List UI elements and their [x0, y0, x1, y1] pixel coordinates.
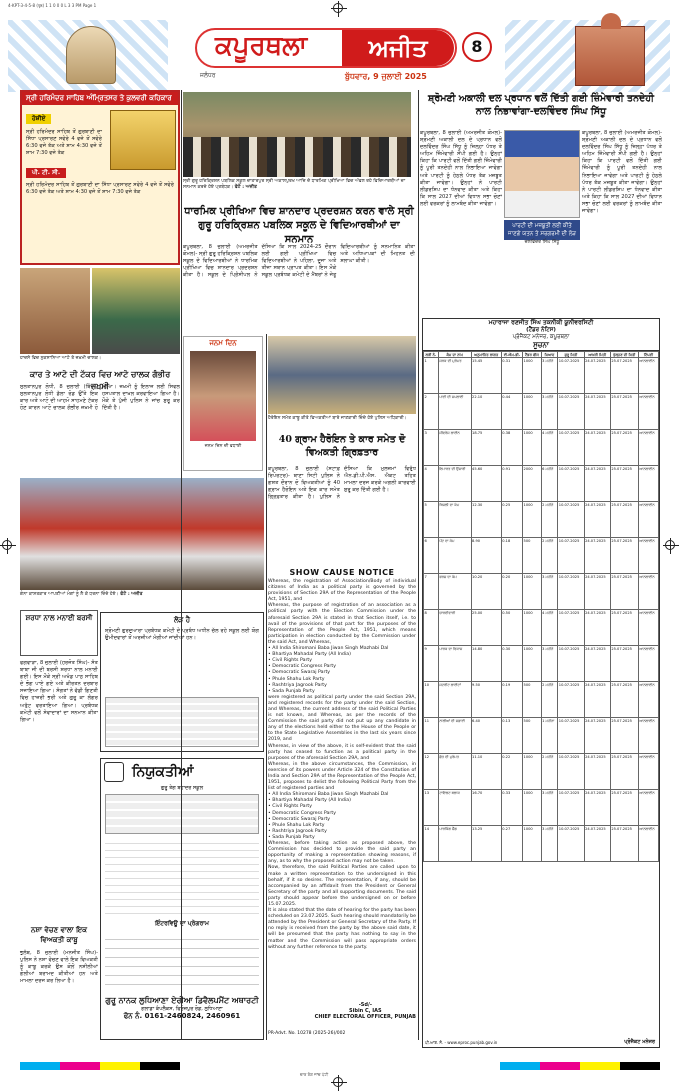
list-item: • Sada Punjab Party — [268, 688, 315, 694]
show-cause-ref: PR-Advt. No. 10278 (2025-26)/002 — [268, 1031, 346, 1036]
table-cell: 1 — [424, 358, 439, 394]
list-item: • Bhartiya Mahadal Party (All India) — [268, 798, 351, 804]
table-cell: 14 — [424, 826, 439, 862]
masthead-banner — [195, 28, 457, 68]
telecast-box-body: ਸ੍ਰੀ ਹਰਿਮੰਦਰ ਸਾਹਿਬ ਤੋਂ ਗੁਰਬਾਣੀ ਦਾ ਸਿੱਧਾ ਪ੍ਰਸਾਰਣ ਸਵੇਰੇ 4 ਵਜੇ ਤੋਂ ਸਵੇਰੇ 6:30 ਵਜੇ ਤੱਕ ਅਤੇ ਸ਼ਾਮ 4:30 ਵਜੇ ਤੋਂ ਸ਼ਾਮ 7:30 ਵਜੇ ਤੱਕ — [26, 129, 102, 157]
table-row — [424, 358, 659, 394]
story2-headline: ਕਾਰ ਤੇ ਆਟੋ ਦੀ ਟੱਕਰ ਵਿਚ ਆਟੋ ਚਾਲਕ ਗੰਭੀਰ ਜ਼ਖ਼ਮੀ — [29, 369, 171, 391]
tender-col-header: ਆਖ਼ਰੀ ਮਿਤੀ — [584, 352, 610, 358]
show-cause-body — [268, 579, 416, 951]
print-info-strip: 4-KPT-3-4-5-8 (पृष्ठ) 1 1 0 0 0 L 3 3 PM Page 1 — [8, 3, 97, 8]
small-ad-table — [105, 697, 259, 747]
table-cell: ਆਨਲਾਈਨ — [638, 826, 658, 862]
table-row — [424, 430, 659, 466]
table-cell: 0.31 — [501, 358, 522, 394]
table-cell: 0.20 — [501, 574, 522, 610]
page-number: 8 — [462, 32, 492, 62]
table-cell: 2 ਮਹੀਨੇ — [541, 754, 558, 790]
table-cell: 7 — [424, 574, 439, 610]
table-cell: 10.07.2025 — [558, 502, 584, 538]
masthead — [0, 12, 677, 90]
table-cell: 1000 — [523, 394, 542, 430]
table-cell: 10.07.2025 — [558, 790, 584, 826]
table-cell: 11 — [424, 718, 439, 754]
table-cell: 25.07.2025 — [610, 574, 638, 610]
table-cell: ਪੇਂਟ ਦਾ ਕੰਮ — [438, 538, 471, 574]
table-cell: 24.07.2025 — [584, 466, 610, 502]
table-cell: ਛੱਤ ਦੀ ਮੁਰੰਮਤ — [438, 754, 471, 790]
table-cell: 0.30 — [501, 646, 522, 682]
list-item: • Civil Rights Party — [268, 804, 313, 810]
tender-footer: ਪ੍ਰੋਜੈਕਟ ਮਨੇਜਰ — [624, 1039, 655, 1045]
table-cell: ਸਟਰੀਟ ਲਾਈਟਾਂ — [438, 682, 471, 718]
table-row — [424, 718, 659, 754]
lead-center — [504, 130, 580, 312]
story1-headline: ਧਾਰਮਿਕ ਪ੍ਰੀਖਿਆ ਵਿਚ ਸ਼ਾਨਦਾਰ ਪ੍ਰਦਰਸ਼ਨ ਕਰਨ ਵਾਲੇ ਸ੍ਰੀ ਗੁਰੂ ਹਰਿਕ੍ਰਿਸ਼ਨ ਪਬਲਿਕ ਸਕੂਲ ਦੇ ਵਿਦਿਆਰਥੀਆਂ ਦਾ ਸਨਮਾਨ — [184, 206, 414, 245]
tender-col-header: ਮਿਆਦ — [541, 352, 558, 358]
table-cell: 0.50 — [501, 610, 522, 646]
show-cause-para6: Whereas, before taking action as proposed above, the Commission has decided to provide the said party an opportunity of making a representation showing reasons, if any, as to why the proposed action may not be taken. — [268, 841, 416, 865]
table-cell: ਆਨਲਾਈਨ — [638, 538, 658, 574]
table-cell: 24.07.2025 — [584, 538, 610, 574]
show-cause-para2: Whereas, the purpose of registration of an association as a political party with the Election Commission under the aforesaid Section 29A is stated in that Section itself, i.e. to avail of the provisions of that part for the purposes of the Representation of the People Act, 1951, which means participation in election conducted by the Commission under the said Act, and Whereas, — [268, 603, 416, 645]
table-cell: 1000 — [523, 502, 542, 538]
table-cell: 24.07.2025 — [584, 646, 610, 682]
table-cell: ਪਾਣੀ ਦੀ ਸਪਲਾਈ — [438, 394, 471, 430]
birthday-box — [183, 336, 263, 471]
table-row — [424, 646, 659, 682]
tender-col-header: ਲੜੀ ਨੰ. — [424, 352, 439, 358]
table-cell: 25.07.2025 — [610, 358, 638, 394]
job-ad-phone: ਫੋਨ ਨੰ. 0161-2460824, 2460961 — [123, 1012, 241, 1020]
masthead-sub: ਜਲੰਧਰ — [200, 72, 216, 79]
tender-col-header: ਸ਼ੁਰੂ ਮਿਤੀ — [558, 352, 584, 358]
lead-photo-caption: ਦਲਵਿੰਦਰ ਸਿੰਘ ਸਿੱਧੂ — [524, 240, 560, 245]
table-cell: 10.07.2025 — [558, 754, 584, 790]
table-cell: 1000 — [523, 430, 542, 466]
small-ad-body: ਸ਼੍ਰੋਮਣੀ ਗੁਰਦੁਆਰਾ ਪ੍ਰਬੰਧਕ ਕਮੇਟੀ ਦੇ ਪ੍ਰਬੰਧ ਅਧੀਨ ਚੱਲ ਰਹੇ ਸਕੂਲ ਲਈ ਯੋਗ ਉਮੀਦਵਾਰਾਂ ਤੋਂ ਅਰਜ਼ੀਆਂ ਮੰਗੀਆਂ ਜਾਂਦੀਆਂ ਹਨ। — [105, 628, 259, 642]
table-cell: 9.50 — [471, 682, 501, 718]
table-cell: 0.44 — [501, 394, 522, 430]
table-cell: 1000 — [523, 646, 542, 682]
show-cause-officer-title: CHIEF ELECTORAL OFFICER, PUNJAB — [314, 1014, 416, 1020]
auto-rickshaw-photo — [92, 268, 180, 354]
list-item: • Rashtriya Jagrook Party — [268, 682, 327, 688]
telecast-box-body-2: ਸ੍ਰੀ ਹਰਿਮੰਦਰ ਸਾਹਿਬ ਤੋਂ ਗੁਰਬਾਣੀ ਦਾ ਸਿੱਧਾ ਪ੍ਰਸਾਰਣ ਸਵੇਰੇ 4 ਵਜੇ ਤੋਂ ਸਵੇਰੇ 6:30 ਵਜੇ ਤੱਕ ਅਤੇ ਸ਼ਾਮ 4:30 ਵਜੇ ਤੋਂ ਸ਼ਾਮ 7:30 ਵਜੇ ਤੱਕ — [26, 182, 174, 196]
table-cell: 0.27 — [501, 826, 522, 862]
table-cell: 0.38 — [501, 430, 522, 466]
table-cell: 24.07.2025 — [584, 826, 610, 862]
table-row — [424, 538, 659, 574]
show-cause-signature — [315, 1002, 416, 1020]
masthead-right-graphic — [505, 20, 670, 92]
table-cell: 11.10 — [471, 754, 501, 790]
table-cell: 24.07.2025 — [584, 358, 610, 394]
table-row — [424, 394, 659, 430]
job-ad-details — [105, 837, 259, 917]
protest-photo-credit: ਫੋਟੋ : ਅਜੀਤ — [120, 592, 143, 597]
table-cell: 0.22 — [501, 754, 522, 790]
students-photo-caption: ਸ੍ਰੀ ਗੁਰੂ ਹਰਿਕ੍ਰਿਸ਼ਨ ਪਬਲਿਕ ਸਕੂਲ ਦਾਤਾਰਪੁਰ ਸ੍ਰੀ ਅਕਾਲਪੁਰਖ ਆਦਿ ਦੇ ਧਾਰਮਿਕ ਪ੍ਰੀਖਿਆ ਵਿਚ ਅੱਵਲ ਰਹੇ ਵਿਦਿਆਰਥੀਆਂ ਦਾ ਸਨਮਾਨ ਕਰਦੇ ਹੋਏ ਪ੍ਰਬੰਧਕ। ਫੋਟੋ : ਅਜੀਤ — [183, 179, 406, 190]
golden-temple-photo — [110, 110, 176, 170]
table-cell: 25.07.2025 — [610, 718, 638, 754]
building-illustration — [575, 26, 645, 86]
table-row — [424, 574, 659, 610]
table-row — [424, 790, 659, 826]
table-cell: 25.07.2025 — [610, 430, 638, 466]
table-cell: ਆਨਲਾਈਨ — [638, 430, 658, 466]
masthead-date: ਬੁੱਧਵਾਰ, 9 ਜੁਲਾਈ 2025 — [345, 72, 427, 81]
tender-col-header: ਖੁੱਲ੍ਹਣ ਦੀ ਮਿਤੀ — [610, 352, 638, 358]
table-cell: 0.18 — [501, 538, 522, 574]
masthead-left-graphic — [8, 20, 168, 92]
table-cell: 2 ਮਹੀਨੇ — [541, 538, 558, 574]
students-photo-credit: ਫੋਟੋ : ਅਜੀਤ — [234, 185, 257, 190]
small-story-head-box — [20, 610, 98, 656]
small-story-headline: ਸ਼ਰਧਾ ਨਾਲ ਮਨਾਈ ਬਰਸੀ — [25, 613, 93, 622]
job-ad-address: ਗਲਾਡਾ ਕੰਪਲੈਕਸ, ਫਿਰੋਜ਼ਪੁਰ ਰੋਡ, ਲੁਧਿਆਣਾ — [141, 1006, 223, 1012]
telecast-box-title: ਸ੍ਰੀ ਹਰਿਮੰਦਰ ਸਾਹਿਬ ਅੰਮ੍ਰਿਤਸਰ ਤੇ ਕੁਲਵਰੀ ਕਹਿਕਾਰ — [22, 92, 178, 105]
table-cell: 4 ਮਹੀਨੇ — [541, 610, 558, 646]
table-cell: 10.07.2025 — [558, 574, 584, 610]
table-cell: ਆਨਲਾਈਨ — [638, 358, 658, 394]
table-cell: 10.07.2025 — [558, 430, 584, 466]
story3-headline: 40 ਗ੍ਰਾਮ ਹੈਰੋਇਨ ਤੇ ਕਾਰ ਸਮੇਤ ਦੋ ਵਿਅਕਤੀ ਗ੍ਰਿਫ਼ਤਾਰ — [278, 434, 406, 458]
job-ad-footer: ਗੁਰੂ ਨਾਨਕ ਲੁਧਿਆਣਾ ਏਰੀਆ ਡਿਵੈਲਪਮੈਂਟ ਅਥਾਰਟੀ — [105, 995, 259, 1005]
telecast-timing-box — [20, 90, 180, 265]
show-cause-para5: Whereas, in the above circumstances, the Commission, in exercise of its powers under Article 324 of the Constitution of India and Section 29A of the Representation of the People Act, 1951, proposes to delist the following Political Party from the list of registered parties and — [268, 761, 416, 792]
police-photo-caption: ਹੈਰੋਇਨ ਸਮੇਤ ਕਾਬੂ ਕੀਤੇ ਵਿਅਕਤੀਆਂ ਬਾਰੇ ਜਾਣਕਾਰੀ ਦਿੰਦੇ ਹੋਏ ਪੁਲਿਸ ਅਧਿਕਾਰੀ। — [268, 416, 407, 421]
list-item: • Democratic Congress Party — [268, 664, 336, 670]
table-cell: 25.07.2025 — [610, 754, 638, 790]
job-vacancy-table — [105, 794, 259, 834]
table-cell: 4 ਮਹੀਨੇ — [541, 430, 558, 466]
table-cell: 24.07.2025 — [584, 394, 610, 430]
table-cell: ਆਨਲਾਈਨ — [638, 682, 658, 718]
tender-col-header: ਕੰਮ ਦਾ ਨਾਮ — [438, 352, 471, 358]
show-cause-para4: Whereas, in view of the above, it is self-evident that the said party has ceased to function as a political party in the purposes of the aforesaid Section 29A, and — [268, 743, 416, 761]
tender-col-header: ਟੈਂਡਰ ਫੀਸ — [523, 352, 542, 358]
table-cell: 25.00 — [471, 610, 501, 646]
table-cell: 1000 — [523, 358, 542, 394]
small-story2-headline: ਨਸ਼ਾ ਵੇਚਣ ਵਾਲਾ ਇਕ ਵਿਅਕਤੀ ਕਾਬੂ — [31, 925, 87, 944]
list-item: • Phule Shahu Lok Party — [268, 676, 325, 682]
table-cell: ਆਨਲਾਈਨ — [638, 790, 658, 826]
column-rule — [266, 334, 267, 1040]
table-cell: 12 — [424, 754, 439, 790]
table-row — [424, 610, 659, 646]
table-cell: 24.07.2025 — [584, 682, 610, 718]
masthead-title-left: ਕਪੂਰਥਲਾ — [215, 31, 308, 61]
table-cell: 22.10 — [471, 394, 501, 430]
table-cell: 1 ਮਹੀਨਾ — [541, 718, 558, 754]
table-cell: 25.07.2025 — [610, 610, 638, 646]
table-cell: 6 ਮਹੀਨੇ — [541, 466, 558, 502]
birthday-caption: ਜਨਮ ਦਿਨ ਦੀ ਵਧਾਈ — [204, 444, 242, 449]
table-cell: 24.07.2025 — [584, 790, 610, 826]
table-cell: ਆਨਲਾਈਨ — [638, 646, 658, 682]
small-ad — [100, 612, 264, 752]
list-item: • Democratic Congress Party — [268, 810, 336, 816]
table-cell: 0.25 — [501, 502, 522, 538]
police-photo — [268, 336, 416, 414]
table-cell: 13.25 — [471, 826, 501, 862]
registration-mark-bottom — [333, 1077, 343, 1087]
org-logo — [104, 762, 124, 782]
accident-caption: ਹਾਦਸੇ ਵਿਚ ਨੁਕਸਾਨਿਆ ਆਟੋ ਤੇ ਜ਼ਖ਼ਮੀ ਚਾਲਕ। — [20, 356, 102, 361]
table-cell: 1000 — [523, 754, 542, 790]
table-cell: 14.80 — [471, 646, 501, 682]
table-cell: ਆਨਲਾਈਨ — [638, 718, 658, 754]
registration-mark-right — [665, 540, 675, 550]
job-ad — [100, 758, 264, 1040]
table-cell: ਆਨਲਾਈਨ — [638, 394, 658, 430]
show-cause-officer: Sibin C, IAS — [349, 1008, 382, 1014]
list-item: • Democratic Swaraj Party — [268, 670, 331, 676]
tender-col-header: ਟਿੱਪਣੀ — [638, 352, 658, 358]
table-cell: 3 ਮਹੀਨੇ — [541, 790, 558, 826]
table-row — [424, 826, 659, 862]
table-cell: 5 — [424, 502, 439, 538]
table-cell: 10.07.2025 — [558, 610, 584, 646]
table-cell: 0.33 — [501, 790, 522, 826]
table-row — [424, 502, 659, 538]
table-cell: 6.40 — [471, 718, 501, 754]
bottom-strip-label: ਚਾਰ ਰੰਗ ਜਾਂਚ ਪੱਟੀ — [300, 1072, 329, 1077]
table-cell: 3 ਮਹੀਨੇ — [541, 394, 558, 430]
tender-col-header: ਈ.ਐਮ.ਡੀ. — [501, 352, 522, 358]
masthead-title-right: ਅਜੀਤ — [342, 30, 454, 66]
column-rule — [418, 90, 419, 1040]
table-cell: 2000 — [523, 466, 542, 502]
table-cell: 1000 — [523, 790, 542, 826]
show-cause-para8: It is also stated that the date of hearing for the party has been scheduled on 23.07.2025. Such hearing should mandatorily be attended by the President or General Secretary of the Party. If no reply is received from the party by the above said date, it will be presumed that the party has nothing to say in the matter and the Commission will pass appropriate orders without any further reference to the party. — [268, 908, 416, 950]
table-cell: 8.90 — [471, 538, 501, 574]
table-cell: ਆਨਲਾਈਨ — [638, 610, 658, 646]
tender-title1: ਮਹਾਰਾਜਾ ਰਣਜੀਤ ਸਿੰਘ ਤਕਨੀਕੀ ਯੂਨੀਵਰਸਿਟੀ — [488, 319, 594, 326]
table-cell: 10.07.2025 — [558, 682, 584, 718]
lead-body-col1: ਕਪੂਰਥਲਾ, 8 ਜੁਲਾਈ (ਅਮਰਜੀਤ ਕੋਮਲ)- ਸ਼੍ਰੋਮਣੀ ਅਕਾਲੀ ਦਲ ਦੇ ਪ੍ਰਧਾਨ ਵਲੋਂ ਦਲਵਿੰਦਰ ਸਿੰਘ ਸਿੱਧੂ ਨੂੰ ਜ਼ਿਲ੍ਹਾ ਪੱਧਰ ਤੇ ਅਹਿਮ ਜ਼ਿੰਮੇਵਾਰੀ ਸੌਂਪੀ ਗਈ ਹੈ। ਉਨ੍ਹਾਂ ਕਿਹਾ ਕਿ ਪਾਰਟੀ ਵਲੋਂ ਦਿੱਤੀ ਗਈ ਜ਼ਿੰਮੇਵਾਰੀ ਨੂੰ ਪੂਰੀ ਤਨਦੇਹੀ ਨਾਲ ਨਿਭਾਇਆ ਜਾਵੇਗਾ ਅਤੇ ਪਾਰਟੀ ਨੂੰ ਹੇਠਲੇ ਪੱਧਰ ਤੱਕ ਮਜ਼ਬੂਤ ਕੀਤਾ ਜਾਵੇਗਾ। ਉਨ੍ਹਾਂ ਨੇ ਪਾਰਟੀ ਲੀਡਰਸ਼ਿਪ ਦਾ ਧੰਨਵਾਦ ਕੀਤਾ ਅਤੇ ਕਿਹਾ ਕਿ ਸਾਲ 2027 ਦੀਆਂ ਵਿਧਾਨ ਸਭਾ ਚੋਣਾਂ ਲਈ ਵਰਕਰਾਂ ਨੂੰ ਲਾਮਬੰਦ ਕੀਤਾ ਜਾਵੇਗਾ। — [420, 130, 502, 207]
telecast-box-tag1: ਹੋਸ਼ੀਏ — [26, 114, 51, 124]
protest-caption: ਗੰਨਾ ਕਾਸ਼ਤਕਾਰ ਆਪਣੀਆਂ ਮੰਗਾਂ ਨੂੰ ਲੈ ਕੇ ਧਰਨਾ ਦਿੰਦੇ ਹੋਏ। ਫੋਟੋ : ਅਜੀਤ — [20, 592, 143, 597]
tender-footer-ref: ਪੀ.ਆਰ. ਨੰ. - www.eproc.punjab.gov.in — [425, 1040, 498, 1045]
birthday-photo — [190, 351, 256, 441]
table-cell: 18.75 — [471, 430, 501, 466]
table-cell: ਟਾਇਲਟ ਬਲਾਕ — [438, 790, 471, 826]
color-test-strip — [20, 1062, 660, 1070]
table-cell: 10.07.2025 — [558, 538, 584, 574]
list-item: • Democratic Swaraj Party — [268, 816, 331, 822]
table-cell: 9 — [424, 646, 439, 682]
story1-body: ਕਪੂਰਥਲਾ, 8 ਜੁਲਾਈ (ਅਮਰਜੀਤ ਕੋਮਲ)- ਸ੍ਰੀ ਗੁਰੂ ਹਰਿਕ੍ਰਿਸ਼ਨ ਪਬਲਿਕ ਸਕੂਲ ਦੇ ਵਿਦਿਆਰਥੀਆਂ ਨੇ ਧਾਰਮਿਕ ਪ੍ਰੀਖਿਆ ਵਿਚ ਸ਼ਾਨਦਾਰ ਪ੍ਰਦਰਸ਼ਨ ਕੀਤਾ ਹੈ। ਸਕੂਲ ਦੇ ਪ੍ਰਿੰਸੀਪਲ ਨੇ ਦੱਸਿਆ ਕਿ ਸਾਲ 2024-25 ਦੌਰਾਨ ਲਈ ਗਈ ਪ੍ਰੀਖਿਆ ਵਿਚ ਵਿਦਿਆਰਥੀਆਂ ਨੇ ਪਹਿਲਾ, ਦੂਜਾ ਅਤੇ ਤੀਜਾ ਸਥਾਨ ਪ੍ਰਾਪਤ ਕੀਤਾ। ਇਸ ਮੌਕੇ ਸਕੂਲ ਪ੍ਰਬੰਧਕ ਕਮੇਟੀ ਦੇ ਮੈਂਬਰਾਂ ਨੇ ਜੇਤੂ ਵਿਦਿਆਰਥੀਆਂ ਨੂੰ ਸਨਮਾਨਿਤ ਕੀਤਾ ਅਤੇ ਅਧਿਆਪਕਾਂ ਦੀ ਮਿਹਨਤ ਦੀ ਸ਼ਲਾਘਾ ਕੀਤੀ। — [183, 244, 415, 279]
show-cause-para7: Now, therefore, the said Political Parties are called upon to make a written representation to the undersigned in this behalf, if it so desires. The representation, if any, should be accompanied by an affidavit from the President or General Secretary of the party and all supporting documents. The said party should appear before the undersigned on or before 15.07.2025. — [268, 865, 416, 907]
students-group — [183, 137, 411, 177]
party-list-1 — [268, 646, 416, 695]
birthday-title: ਜਨਮ ਦਿਨ — [209, 339, 237, 347]
table-cell: 16.70 — [471, 790, 501, 826]
table-cell: 3 ਮਹੀਨੇ — [541, 646, 558, 682]
students-honour-photo — [183, 92, 411, 177]
table-cell: 12.30 — [471, 502, 501, 538]
tender-title3: ਪ੍ਰੋਜੈਕਟ ਮਨੇਜਰ, ਕਪੂਰਥਲਾ — [512, 334, 570, 340]
table-cell: ਆਨਲਾਈਨ — [638, 574, 658, 610]
table-cell: 10.07.2025 — [558, 394, 584, 430]
show-cause-para3: were registered as political party under the said Section 29A, and registered records for the party under the said Section, and Whereas, the current address of the said Political Parties is not known, and Whereas, as per the records of the Commission the said party did not put up any candidate in any of the elections held either to the House of the People or to the State Legislative Assemblies in the last six years since 2019, and — [268, 694, 416, 743]
lead-pull-quote: ਪਾਰਟੀ ਦੀ ਮਜ਼ਬੂਤੀ ਲਈ ਕੀਤੇ ਜਾਣਗੇ ਯਤਨ ਤੇ ਸਰਗਰਮੀ ਦੀ ਲੋੜ — [504, 220, 580, 240]
table-cell: 10.07.2025 — [558, 718, 584, 754]
table-cell: 25.07.2025 — [610, 502, 638, 538]
table-cell: 3 ਮਹੀਨੇ — [541, 574, 558, 610]
table-cell: 25.07.2025 — [610, 538, 638, 574]
table-cell: 500 — [523, 718, 542, 754]
job-ad-org: ਗੁਰੂ ਤੇਗ ਬਹਾਦਰ ਸਕੂਲ — [160, 785, 204, 791]
table-cell: ਸੀਵਰੇਜ ਲਾਈਨ — [438, 430, 471, 466]
table-cell: 500 — [523, 682, 542, 718]
table-cell: 45.60 — [471, 466, 501, 502]
table-cell: ਪਾਰਕਿੰਗ ਸ਼ੈੱਡ — [438, 826, 471, 862]
protest-photo — [20, 478, 264, 590]
table-cell: 1000 — [523, 826, 542, 862]
table-cell: 3 ਮਹੀਨੇ — [541, 826, 558, 862]
party-list-2 — [268, 792, 416, 841]
gurdwara-illustration — [66, 26, 116, 84]
table-cell: 15.45 — [471, 358, 501, 394]
table-cell: 10.07.2025 — [558, 646, 584, 682]
table-cell: 10.07.2025 — [558, 826, 584, 862]
registration-mark-left — [2, 540, 12, 550]
table-cell: 2 — [424, 394, 439, 430]
telecast-box-tag2: ਪੀ. ਟੀ. ਸੀ. — [26, 168, 66, 178]
story3-body: ਕਪੂਰਥਲਾ, 8 ਜੁਲਾਈ (ਸਟਾਫ਼ ਰਿਪੋਰਟਰ)- ਥਾਣਾ ਸਿਟੀ ਪੁਲਿਸ ਨੇ ਗਸ਼ਤ ਦੌਰਾਨ ਦੋ ਵਿਅਕਤੀਆਂ ਨੂੰ 40 ਗ੍ਰਾਮ ਹੈਰੋਇਨ ਅਤੇ ਇਕ ਕਾਰ ਸਮੇਤ ਗ੍ਰਿਫ਼ਤਾਰ ਕੀਤਾ ਹੈ। ਪੁਲਿਸ ਨੇ ਦੱਸਿਆ ਕਿ ਮੁਲਜ਼ਮਾਂ ਵਿਰੁੱਧ ਐਨ.ਡੀ.ਪੀ.ਐਸ. ਐਕਟ ਤਹਿਤ ਮਾਮਲਾ ਦਰਜ ਕਰਕੇ ਅਗਲੀ ਕਾਰਵਾਈ ਸ਼ੁਰੂ ਕਰ ਦਿੱਤੀ ਗਈ ਹੈ। — [268, 466, 416, 501]
table-cell: ਆਨਲਾਈਨ — [638, 754, 658, 790]
list-item: • Civil Rights Party — [268, 658, 313, 664]
table-cell: 3 ਮਹੀਨੇ — [541, 358, 558, 394]
list-item: • Sada Punjab Party — [268, 834, 315, 840]
list-item: • Rashtriya Jagrook Party — [268, 828, 327, 834]
table-cell: ਫਰਸ਼ ਦਾ ਕੰਮ — [438, 574, 471, 610]
show-cause-sign: -Sd/- — [358, 1002, 372, 1008]
table-cell: 0.19 — [501, 682, 522, 718]
accident-photo-1 — [20, 268, 90, 354]
table-row — [424, 754, 659, 790]
table-cell: 24.07.2025 — [584, 502, 610, 538]
tender-title4: ਸੂਚਨਾ — [423, 341, 659, 351]
table-cell: 1000 — [523, 574, 542, 610]
table-cell: 25.07.2025 — [610, 646, 638, 682]
lead-body-col2: ਕਪੂਰਥਲਾ, 8 ਜੁਲਾਈ (ਅਮਰਜੀਤ ਕੋਮਲ)- ਸ਼੍ਰੋਮਣੀ ਅਕਾਲੀ ਦਲ ਦੇ ਪ੍ਰਧਾਨ ਵਲੋਂ ਦਲਵਿੰਦਰ ਸਿੰਘ ਸਿੱਧੂ ਨੂੰ ਜ਼ਿਲ੍ਹਾ ਪੱਧਰ ਤੇ ਅਹਿਮ ਜ਼ਿੰਮੇਵਾਰੀ ਸੌਂਪੀ ਗਈ ਹੈ। ਉਨ੍ਹਾਂ ਕਿਹਾ ਕਿ ਪਾਰਟੀ ਵਲੋਂ ਦਿੱਤੀ ਗਈ ਜ਼ਿੰਮੇਵਾਰੀ ਨੂੰ ਪੂਰੀ ਤਨਦੇਹੀ ਨਾਲ ਨਿਭਾਇਆ ਜਾਵੇਗਾ ਅਤੇ ਪਾਰਟੀ ਨੂੰ ਹੇਠਲੇ ਪੱਧਰ ਤੱਕ ਮਜ਼ਬੂਤ ਕੀਤਾ ਜਾਵੇਗਾ। ਉਨ੍ਹਾਂ ਨੇ ਪਾਰਟੀ ਲੀਡਰਸ਼ਿਪ ਦਾ ਧੰਨਵਾਦ ਕੀਤਾ ਅਤੇ ਕਿਹਾ ਕਿ ਸਾਲ 2027 ਦੀਆਂ ਵਿਧਾਨ ਸਭਾ ਚੋਣਾਂ ਲਈ ਵਰਕਰਾਂ ਨੂੰ ਲਾਮਬੰਦ ਕੀਤਾ ਜਾਵੇਗਾ। — [582, 130, 662, 215]
job-ad-title: ਨਿਯੁਕਤੀਆਂ — [132, 764, 194, 780]
tender-notice — [422, 318, 660, 1048]
table-cell: 24.07.2025 — [584, 718, 610, 754]
list-item: • Phule Shahu Lok Party — [268, 822, 325, 828]
interview-schedule-title: ਇੰਟਰਵਿਊ ਦਾ ਪ੍ਰੋਗਰਾਮ — [155, 920, 209, 927]
table-cell: ਇਮਾਰਤ ਦੀ ਉਸਾਰੀ — [438, 466, 471, 502]
list-item: • All India Shiromani Baba Jiwan Singh Mazhabi Dal — [268, 646, 389, 652]
table-cell: 24.07.2025 — [584, 610, 610, 646]
table-cell: 10.20 — [471, 574, 501, 610]
table-cell: 8 — [424, 610, 439, 646]
table-cell: 0.91 — [501, 466, 522, 502]
table-cell: 2 ਮਹੀਨੇ — [541, 502, 558, 538]
table-cell: ਆਨਲਾਈਨ — [638, 502, 658, 538]
table-cell: 2 ਮਹੀਨੇ — [541, 682, 558, 718]
show-cause-notice — [268, 568, 416, 1038]
table-cell: 10.07.2025 — [558, 466, 584, 502]
small-story2-body: ਭੁਲੱਥ, 8 ਜੁਲਾਈ (ਮਨਜੀਤ ਸਿੰਘ)- ਪੁਲਿਸ ਨੇ ਨਸ਼ਾ ਵੇਚਣ ਵਾਲੇ ਇਕ ਵਿਅਕਤੀ ਨੂੰ ਕਾਬੂ ਕਰਕੇ ਉਸ ਕੋਲੋਂ ਨਸ਼ੀਲੀਆਂ ਗੋਲੀਆਂ ਬਰਾਮਦ ਕੀਤੀਆਂ ਹਨ ਅਤੇ ਮਾਮਲਾ ਦਰਜ ਕਰ ਲਿਆ ਹੈ। — [20, 950, 98, 985]
table-cell: 24.07.2025 — [584, 574, 610, 610]
small-story-body: ਫਗਵਾੜਾ, 8 ਜੁਲਾਈ (ਹਰਜੋਤ ਸਿੰਘ)- ਸੰਤ ਬਾਬਾ ਜੀ ਦੀ ਬਰਸੀ ਸ਼ਰਧਾ ਨਾਲ ਮਨਾਈ ਗਈ। ਇਸ ਮੌਕੇ ਸ੍ਰੀ ਅਖੰਡ ਪਾਠ ਸਾਹਿਬ ਦੇ ਭੋਗ ਪਾਏ ਗਏ ਅਤੇ ਕੀਰਤਨ ਦਰਬਾਰ ਸਜਾਇਆ ਗਿਆ। ਸੰਗਤਾਂ ਨੇ ਵੱਡੀ ਗਿਣਤੀ ਵਿਚ ਹਾਜ਼ਰੀ ਭਰੀ ਅਤੇ ਗੁਰੂ ਕਾ ਲੰਗਰ ਅਤੁੱਟ ਵਰਤਾਇਆ ਗਿਆ। ਪ੍ਰਬੰਧਕ ਕਮੇਟੀ ਵਲੋਂ ਸੇਵਾਦਾਰਾਂ ਦਾ ਸਨਮਾਨ ਕੀਤਾ ਗਿਆ। — [20, 660, 98, 723]
small-ad-title: ਲੋੜ ਹੈ — [173, 616, 191, 624]
lead-photo — [504, 130, 580, 218]
table-cell: 25.07.2025 — [610, 682, 638, 718]
table-cell: 25.07.2025 — [610, 826, 638, 862]
table-cell: 13 — [424, 790, 439, 826]
table-cell: 25.07.2025 — [610, 394, 638, 430]
tender-col-header: ਅਨੁਮਾਨਿਤ ਲਾਗਤ — [471, 352, 501, 358]
tender-table-body — [424, 358, 659, 862]
show-cause-title: SHOW CAUSE NOTICE — [289, 568, 395, 577]
table-cell: 24.07.2025 — [584, 430, 610, 466]
column-rule — [181, 90, 182, 1040]
table-cell: 500 — [523, 538, 542, 574]
table-cell: 25.07.2025 — [610, 466, 638, 502]
table-row — [424, 466, 659, 502]
list-item: • All India Shiromani Baba Jiwan Singh Mazhabi Dal — [268, 792, 389, 798]
table-row — [424, 682, 659, 718]
table-cell: 10.07.2025 — [558, 358, 584, 394]
table-cell: 6 — [424, 538, 439, 574]
table-cell: 24.07.2025 — [584, 754, 610, 790]
tender-table — [423, 351, 659, 862]
table-cell: 3 — [424, 430, 439, 466]
show-cause-para1: Whereas, the registration of Association/Body of individual citizens of India as a political party is governed by the provisions of Section 29A of the Representation of the People Act, 1951, and — [268, 579, 416, 603]
table-cell: 25.07.2025 — [610, 790, 638, 826]
table-cell: ਸੜਕ ਦੀ ਮੁਰੰਮਤ — [438, 358, 471, 394]
list-item: • Bhartiya Mahadal Party (All India) — [268, 652, 351, 658]
table-cell: ਬਿਜਲੀ ਦਾ ਕੰਮ — [438, 502, 471, 538]
table-cell: 10 — [424, 682, 439, 718]
table-cell: 4 — [424, 466, 439, 502]
table-cell: 1000 — [523, 610, 542, 646]
lead-headline: ਸ਼੍ਰੋਮਣੀ ਅਕਾਲੀ ਦਲ ਪ੍ਰਧਾਨ ਵਲੋਂ ਦਿੱਤੀ ਗਈ ਜ਼ਿੰਮੇਵਾਰੀ ਤਨਦੇਹੀ ਨਾਲ ਨਿਭਾਵਾਂਗਾ-ਦਲਵਿੰਦਰ ਸਿੰਘ ਸਿੱਧੂ — [428, 93, 654, 117]
table-cell: 0.13 — [501, 718, 522, 754]
table-cell: ਆਨਲਾਈਨ — [638, 466, 658, 502]
table-cell: ਨਾਲੀਆਂ ਦੀ ਸਫ਼ਾਈ — [438, 718, 471, 754]
story2-body: ਸੁਲਤਾਨਪੁਰ ਲੋਧੀ, 8 ਜੁਲਾਈ (ਥਿੰਦ)- ਸੁਲਤਾਨਪੁਰ ਲੋਧੀ ਡੱਲਾ ਰੋਡ ਉੱਤੇ ਇਕ ਕਾਰ ਅਤੇ ਆਟੋ ਦੀ ਆਹਮੋ ਸਾਹਮਣੇ ਟੱਕਰ ਹੋਣ ਕਾਰਨ ਆਟੋ ਚਾਲਕ ਗੰਭੀਰ ਜ਼ਖ਼ਮੀ ਹੋ ਗਿਆ। ਜ਼ਖ਼ਮੀ ਨੂੰ ਇਲਾਜ ਲਈ ਸਿਵਲ ਹਸਪਤਾਲ ਦਾਖ਼ਲ ਕਰਵਾਇਆ ਗਿਆ ਹੈ। ਮੌਕੇ ਤੇ ਪੁੱਜੀ ਪੁਲਿਸ ਨੇ ਜਾਂਚ ਸ਼ੁਰੂ ਕਰ ਦਿੱਤੀ ਹੈ। — [20, 384, 180, 412]
tender-title2: (ਟੈਂਡਰ ਨੋਟਿਸ) — [526, 327, 556, 333]
table-cell: ਪਾਰਕ ਦਾ ਵਿਕਾਸ — [438, 646, 471, 682]
table-cell: ਚਾਰਦੀਵਾਰੀ — [438, 610, 471, 646]
interview-schedule-list — [105, 931, 259, 991]
